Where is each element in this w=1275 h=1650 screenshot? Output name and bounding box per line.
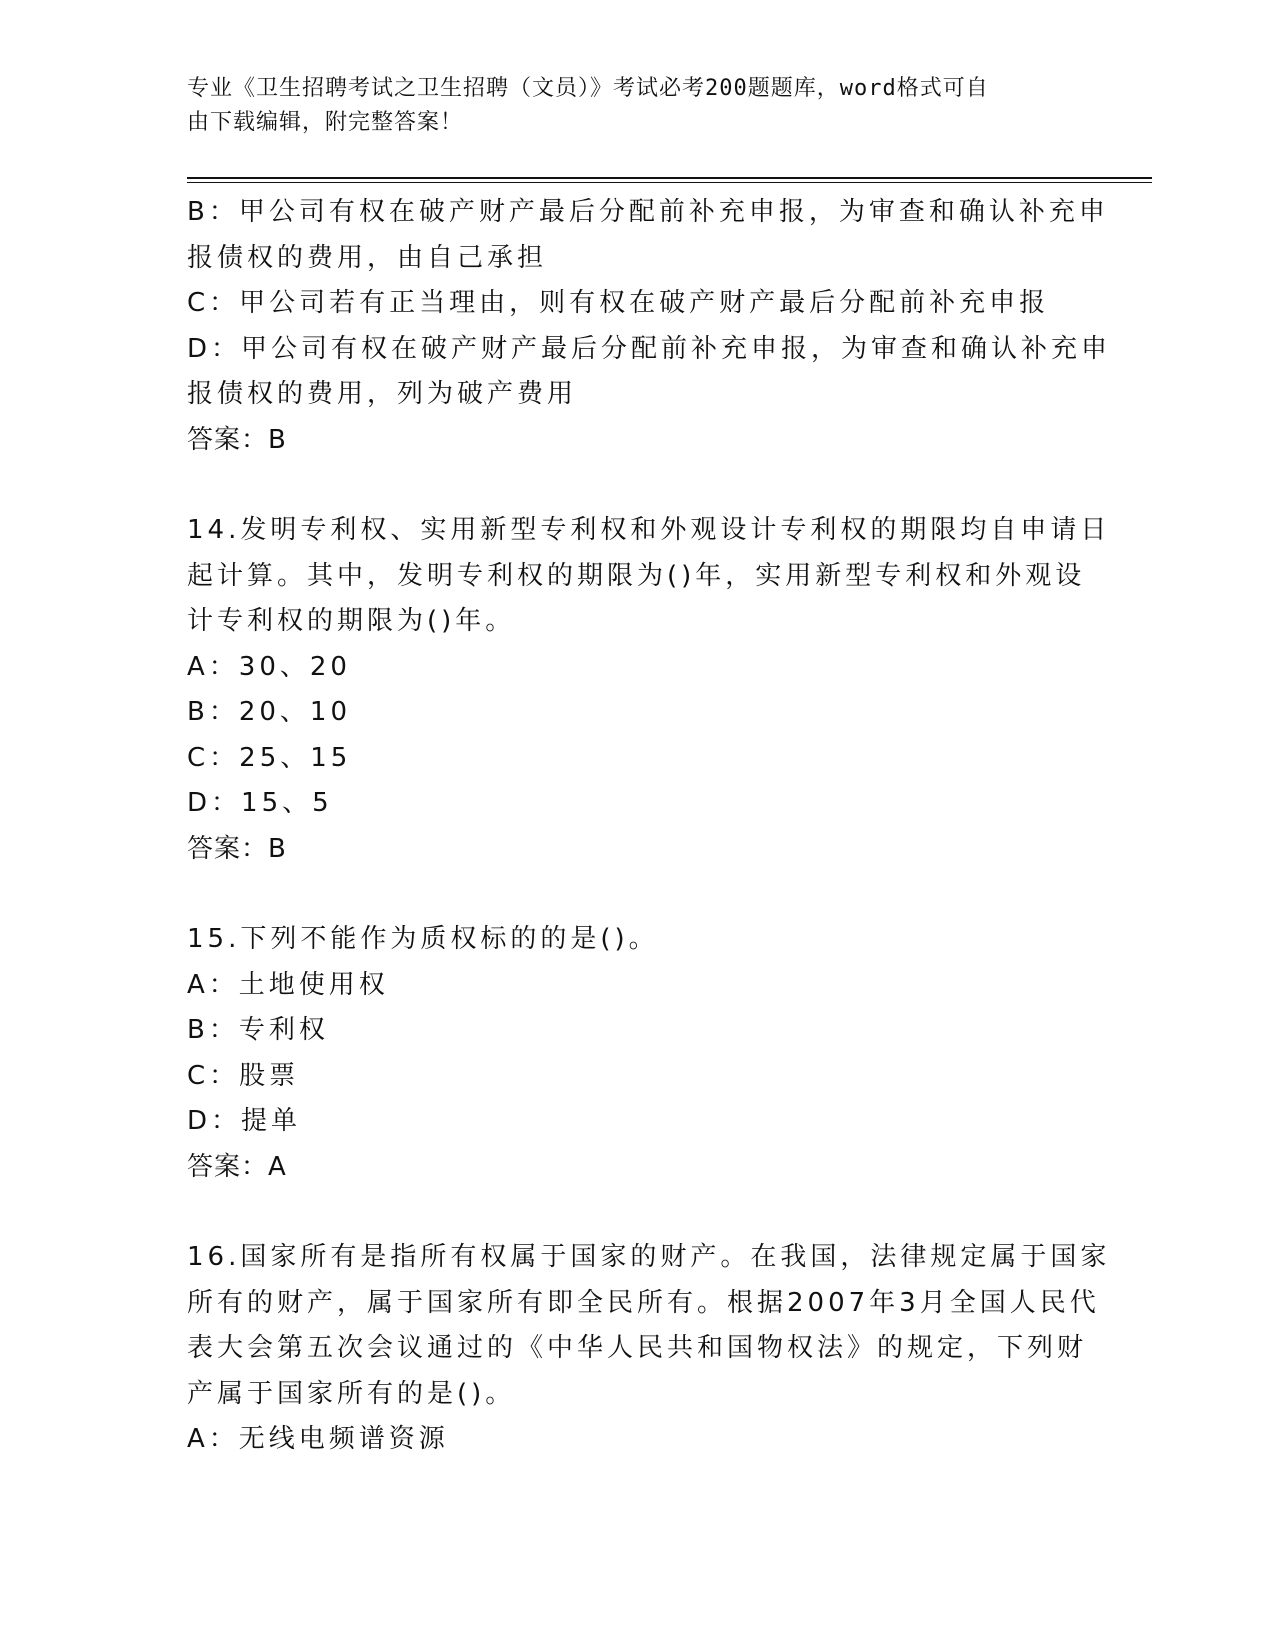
answer-line: 答案：A [187, 1151, 287, 1182]
question-16 [187, 1235, 1111, 1463]
option-line: 报债权的费用，列为破产费用 [187, 379, 578, 409]
document-header [187, 72, 1067, 140]
question-stem-line: 16.国家所有是指所有权属于国家的财产。在我国，法律规定属于国家 [187, 1242, 1111, 1272]
option-b: B：20、10 [187, 697, 352, 727]
option-line: C：甲公司若有正当理由，则有权在破产财产最后分配前补充申报 [187, 288, 1050, 318]
answer-line: 答案：B [187, 833, 287, 864]
header-line-2: 由下载编辑，附完整答案！ [187, 110, 464, 135]
question-stem-line: 15.下列不能作为质权标的的是()。 [187, 924, 659, 954]
question-stem-line: 所有的财产，属于国家所有即全民所有。根据2007年3月全国人民代 [187, 1287, 1100, 1318]
question-13-tail [187, 190, 1112, 463]
option-line: D：甲公司有权在破产财产最后分配前补充申报，为审查和确认补充申 [187, 333, 1112, 364]
question-stem-line: 计专利权的期限为()年。 [187, 606, 516, 636]
answer-line: 答案：B [187, 424, 287, 455]
header-line-1: 专业《卫生招聘考试之卫生招聘（文员）》考试必考200题题库，word格式可自 [187, 76, 989, 101]
question-list [187, 190, 1112, 1463]
option-c: C：25、15 [187, 742, 352, 773]
option-c: C：股票 [187, 1060, 300, 1091]
question-stem-line: 起计算。其中，发明专利权的期限为()年，实用新型专利权和外观设 [187, 560, 1086, 591]
option-b: B：专利权 [187, 1015, 329, 1045]
question-stem-line: 产属于国家所有的是()。 [187, 1378, 516, 1409]
option-a: A：无线电频谱资源 [187, 1424, 449, 1454]
option-d: D：15、5 [187, 788, 333, 818]
question-stem-line: 14.发明专利权、实用新型专利权和外观设计专利权的期限均自申请日 [187, 515, 1111, 545]
question-stem-line: 表大会第五次会议通过的《中华人民共和国物权法》的规定，下列财 [187, 1333, 1088, 1363]
option-line: 报债权的费用，由自己承担 [187, 242, 548, 273]
header-divider-thick [187, 177, 1152, 179]
option-a: A：30、20 [187, 651, 351, 682]
header-divider-thin [187, 182, 1152, 183]
question-14 [187, 508, 1111, 872]
option-line: B：甲公司有权在破产财产最后分配前补充申报，为审查和确认补充申 [187, 197, 1109, 227]
option-d: D：提单 [187, 1106, 302, 1136]
option-a: A：土地使用权 [187, 969, 389, 1000]
question-15 [187, 917, 1077, 1190]
